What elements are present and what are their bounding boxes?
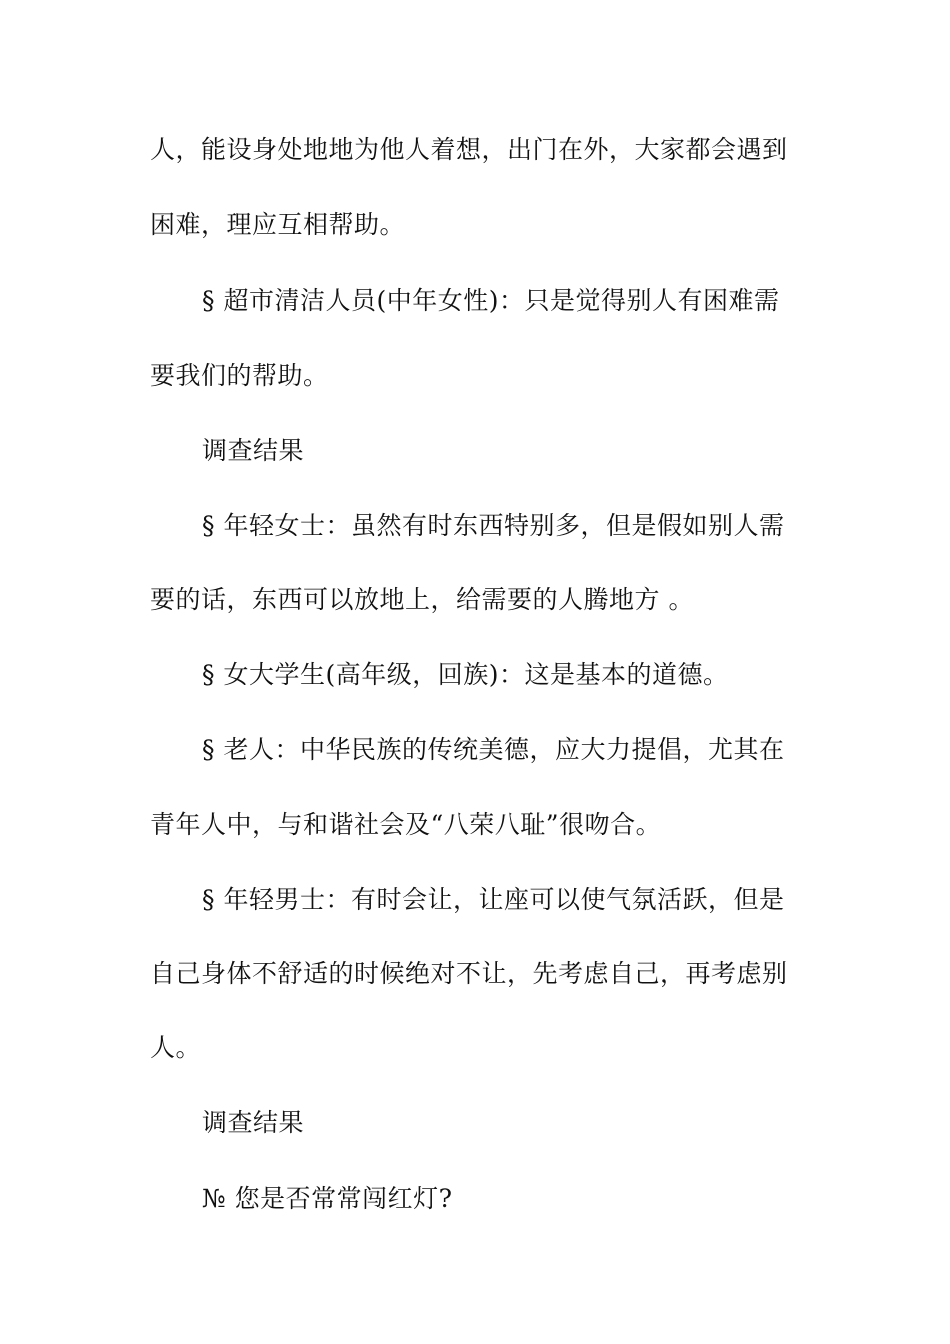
bullet-paragraph: § 年轻男士：有时会让，让座可以使气氛活跃，但是 (202, 885, 785, 914)
section-heading: 调查结果 (202, 1108, 305, 1137)
section-heading: 调查结果 (202, 436, 305, 465)
text-line: 困难，理应互相帮助。 (150, 210, 406, 239)
bullet-paragraph: § 老人：中华民族的传统美德，应大力提倡，尤其在 (202, 735, 785, 764)
bullet-paragraph: § 年轻女士：虽然有时东西特别多，但是假如别人需 (202, 511, 785, 540)
text-line: 人，能设身处地地为他人着想，出门在外，大家都会遇到 (150, 135, 788, 164)
text-line: 要我们的帮助。 (150, 361, 329, 390)
bullet-paragraph: § 女大学生(高年级，回族)：这是基本的道德。 (202, 660, 729, 689)
bullet-paragraph: § 超市清洁人员(中年女性)：只是觉得别人有困难需 (202, 286, 780, 315)
text-line: 要的话，东西可以放地上，给需要的人腾地方 。 (150, 585, 694, 614)
text-line: 人。 (150, 1033, 202, 1062)
text-line: 青年人中，与和谐社会及“八荣八耻”很吻合。 (150, 810, 662, 839)
question-line: № 您是否常常闯红灯? (202, 1184, 453, 1213)
text-line: 自己身体不舒适的时候绝对不让，先考虑自己，再考虑别 (150, 959, 788, 988)
